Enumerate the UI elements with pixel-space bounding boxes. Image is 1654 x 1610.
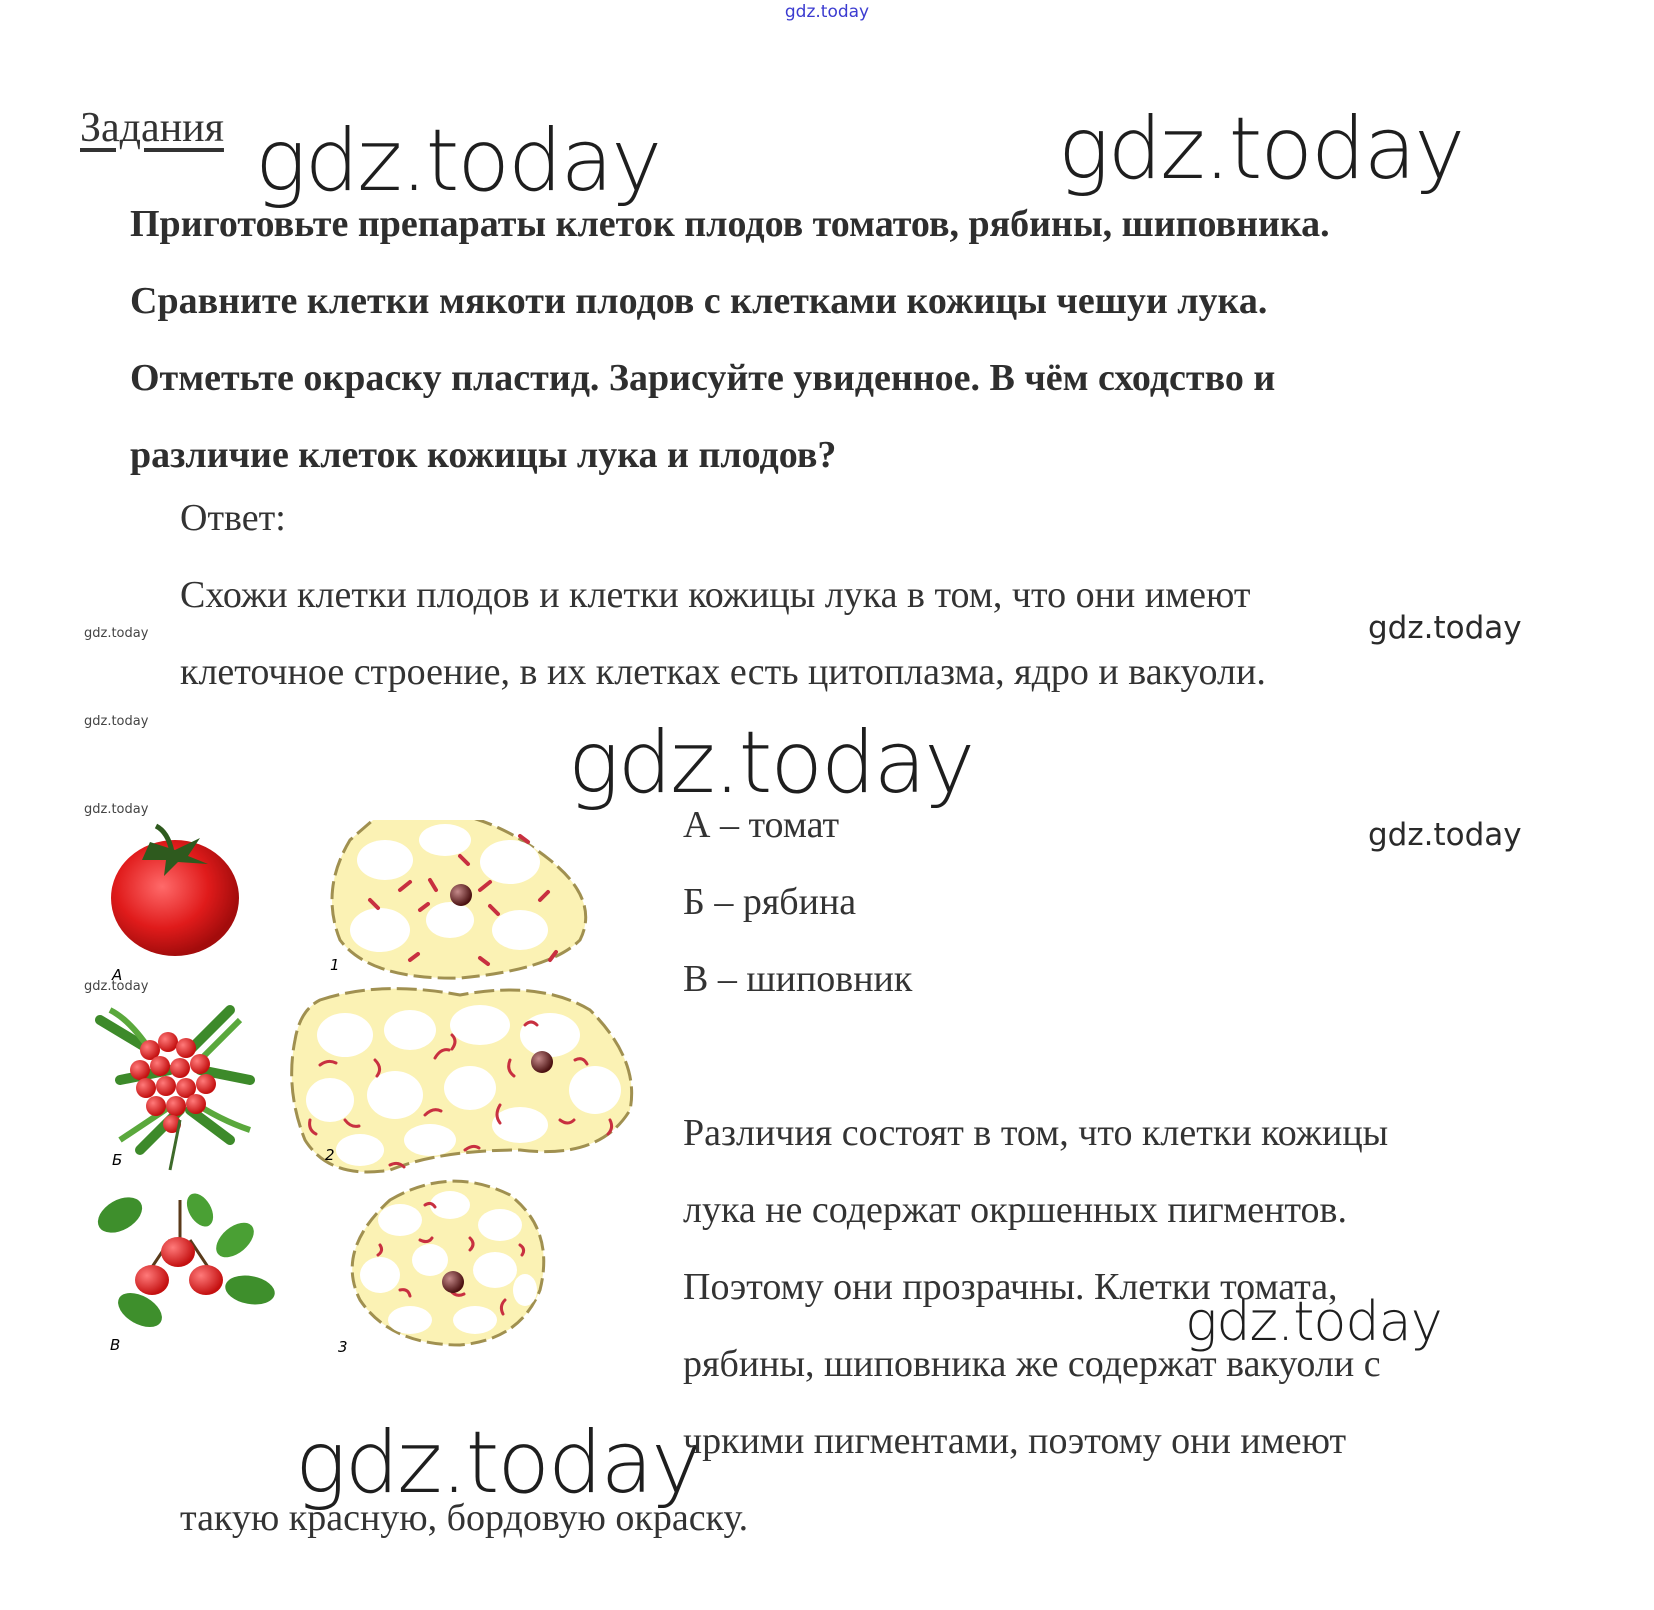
similarity-line: Схожи клетки плодов и клетки кожицы лука в том, что они имеют (180, 574, 1251, 616)
fruit-label-v: В (110, 1336, 121, 1354)
difference-line: лука не содержат окршенных пигментов. (683, 1189, 1347, 1231)
fruit-label-a: А (112, 966, 123, 984)
cell-label-2: 2 (325, 1146, 335, 1164)
legend-item-tomato: А – томат (683, 804, 840, 846)
task-line: Отметьте окраску пластид. Зарисуйте увиденное. В чём сходство и (130, 357, 1276, 399)
watermark-large: gdz.today (255, 111, 661, 211)
task-line: Приготовьте препараты клеток плодов томатов, рябины, шиповника. (130, 203, 1330, 245)
section-heading: Задания (80, 105, 224, 151)
watermark-medium: gdz.today (1368, 610, 1522, 646)
tomato-image (111, 826, 239, 956)
watermark-small: gdz.today (84, 626, 149, 641)
tomato-cell-drawing (332, 820, 586, 978)
difference-line: рябины, шиповника же содержат вакуоли с (683, 1343, 1381, 1385)
rosehip-image (92, 1189, 277, 1334)
cell-label-1: 1 (330, 956, 340, 974)
similarity-text (180, 557, 1266, 711)
difference-line: Различия состоят в том, что клетки кожицы (683, 1112, 1389, 1154)
rowan-image (100, 1010, 250, 1170)
fruit-legend (683, 787, 912, 1018)
cell-label-3: 3 (338, 1338, 348, 1356)
similarity-line: клеточное строение, в их клетках есть цитоплазма, ядро и вакуоли. (180, 651, 1266, 693)
watermark-large: gdz.today (1058, 99, 1464, 199)
difference-last-line: такую красную, бордовую окраску. (180, 1497, 749, 1539)
watermark-medium: gdz.today (1368, 817, 1522, 853)
watermark-large: gdz.today (568, 713, 974, 813)
answer-label: Ответ: (180, 497, 286, 539)
watermark-small: gdz.today (84, 979, 149, 994)
task-text (130, 186, 1590, 494)
difference-text (683, 1095, 1388, 1480)
rowan-cell-drawing (292, 989, 632, 1172)
watermark-small: gdz.today (84, 714, 149, 729)
watermark-large: gdz.today (295, 1413, 701, 1513)
watermark-small: gdz.today (84, 802, 149, 817)
legend-item-rosehip: В – шиповник (683, 958, 913, 1000)
difference-line: Поэтому они прозрачны. Клетки томата, (683, 1266, 1338, 1308)
rosehip-cell-drawing (352, 1181, 544, 1345)
difference-line: чркими пигментами, поэтому они имеют (683, 1420, 1347, 1462)
task-line: различие клеток кожицы лука и плодов? (130, 434, 837, 476)
task-line: Сравните клетки мякоти плодов с клетками кожицы чешуи лука. (130, 280, 1268, 322)
watermark-top: gdz.today (784, 2, 870, 22)
fruit-cells-figure (80, 820, 680, 1420)
legend-item-rowan: Б – рябина (683, 881, 857, 923)
fruit-label-b: Б (112, 1151, 123, 1169)
watermark-large: gdz.today (1185, 1290, 1442, 1353)
